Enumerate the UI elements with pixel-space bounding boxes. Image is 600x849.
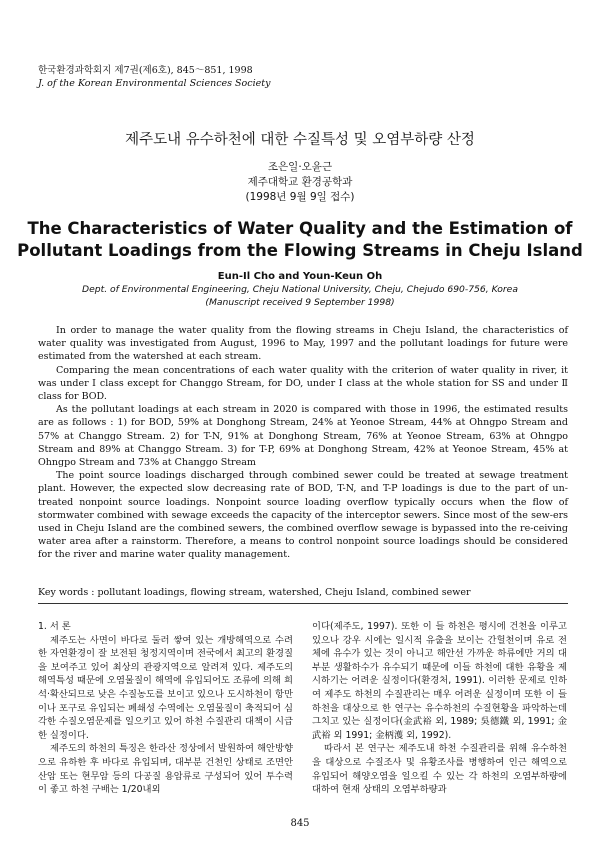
body-paragraph: 제주도의 하천의 특징은 한라산 정상에서 발원하여 해안방향으로 유하한 후 바다로 유입되며, 대부분 건천인 상태로 조면안산암 또는 현무암 등의 다공질 용암류로 구성되어 있어 투수력이 좋고 하천 구배는 1/20내외 [38,743,293,796]
page-number: 845 [290,818,310,829]
authors-english-block [0,270,600,309]
title-korean: 제주도내 유수하천에 대한 수질특성 및 오염부하량 산정 [125,132,475,148]
title-en-line1: The Characteristics of Water Quality and the Estimation of [27,219,573,238]
abstract-paragraph: As the pollutant loadings at each stream in 2020 is compared with those in 1996, the estimated results are as follows : 1) for BOD, 59% at Donghong Stream, 24% at Yeonoe Stream, 44% at Ohngpo Stream and 57% at Changgo Stream. 2) for T-N, 91% at Donghong Stream, 76% at Yeonoe Stream, 63% at Ohngpo Stream and 89% at Changgo Stream. 3) for T-P, 69% at Donghong Stream, 42% at Yeonoe Stream, 45% at Ohngpo Stream and 73% at Changgo Stream [38,404,568,469]
abstract-paragraph: The point source loadings discharged through combined sewer could be treated at sewage treatment plant. However, the expected slow decreasing rate of BOD, T-N, and T-P loadings is due to the part of un-treated nonpoint source loadings. Nonpoint source loading overflow typically occurs when the flow of stormwater combined with sewage exceeds the capacity of the interceptor sewers. Since most of the sew-ers used in Cheju Island are the combined sewers, the combined overflow sewage is bypassed into the re-ceiving water area after a rainstorm. Therefore, a means to control nonpoint source loadings should be considered for the river and marine water quality management. [38,470,568,561]
affiliation-en: Dept. of Environmental Engineering, Cheju National University, Cheju, Chejudo 690-756, Korea [82,284,518,295]
keywords: Key words : pollutant loadings, flowing stream, watershed, Cheju Island, combined sewer [38,587,471,598]
title-english [0,218,600,262]
received-date-en: (Manuscript received 9 September 1998) [205,297,395,308]
journal-citation-ko: 한국환경과학회지 제7권(제6호), 845～851, 1998 [38,65,253,76]
body-paragraph: 따라서 본 연구는 제주도내 하천 수질관리를 위해 유수하천을 대상으로 수질조사 및 유황조사를 병행하여 인근 해역으로 유입되어 해양오염을 일으킬 수 있는 각 하천의 오염부하량에 대하여 현재 상태의 오염부하량과 [312,743,567,796]
abstract-paragraph: In order to manage the water quality from the flowing streams in Cheju Island, the characteristics of water quality was investigated from August, 1996 to May, 1997 and the pollutant loadings for future were estimated from the watershed at each stream. [38,325,568,363]
journal-name-en: J. of the Korean Environmental Sciences Society [38,78,271,89]
journal-header [38,64,270,90]
body-column-left [38,620,293,797]
abstract [38,324,568,562]
abstract-paragraph: Comparing the mean concentrations of each water quality with the criterion of water quality in river, it was under Ⅰ class except for Changgo Stream, for DO, under Ⅰ class at the whole station for SS and under Ⅱ class for BOD. [38,364,568,403]
body-paragraph: 이다(제주도, 1997). 또한 이 들 하천은 평시에 건천을 이루고 있으나 강우 시에는 일시적 유출을 보이는 간헐천이며 유로 전체에 유수가 있는 것이 아니고 해안선 가까운 하류에만 거의 대부분 생활하수가 유수되기 때문에 이들 하천에 대한 유황을 제시하기는 어려운 실정이다(환경처, 1991). 이러한 문제로 인하여 제주도 하천의 수질관리는 매우 어려운 실정이며 또한 이 들 하천을 대상으로 한 연구는 유수하천의 수질현황을 파악하는데 그치고 있는 실정이다(金武裕 외, 1989; 吳德鐵 외, 1991; 金武裕 외 1991; 金柄濩 외, 1992). [312,621,567,741]
body-column-right [312,620,567,797]
section-heading-introduction: 1. 서 론 [38,621,71,632]
affiliation-ko: 제주대학교 환경공학과 [247,176,353,188]
author-names-en: Eun-Il Cho and Youn-Keun Oh [217,271,383,282]
received-date-ko: (1998년 9월 9일 접수) [245,191,355,203]
section-divider [38,603,568,604]
title-en-line2: Pollutant Loadings from the Flowing Streams in Cheju Island [17,241,583,260]
authors-korean-block [0,160,600,205]
author-names-ko: 조은일·오윤근 [267,161,333,173]
body-paragraph: 제주도는 사면이 바다로 둘러 쌓여 있는 개방해역으로 수려한 자연환경이 잘 보전된 청정지역이며 전국에서 최고의 환경질을 보여주고 있어 최상의 관광지역으로 알려져 있다. 제주도의 해역특성 때문에 오염물질이 해역에 유입되어도 조류에 의해 희석·확산되므로 낮은 수질농도를 보이고 있으나 도시하천이 항만이나 포구로 유입되는 폐쇄성 수역에는 오염물질이 축적되어 심각한 수질오염문제를 일으키고 있어 하천 수질관리 대책이 시급한 실정이다. [38,634,293,741]
